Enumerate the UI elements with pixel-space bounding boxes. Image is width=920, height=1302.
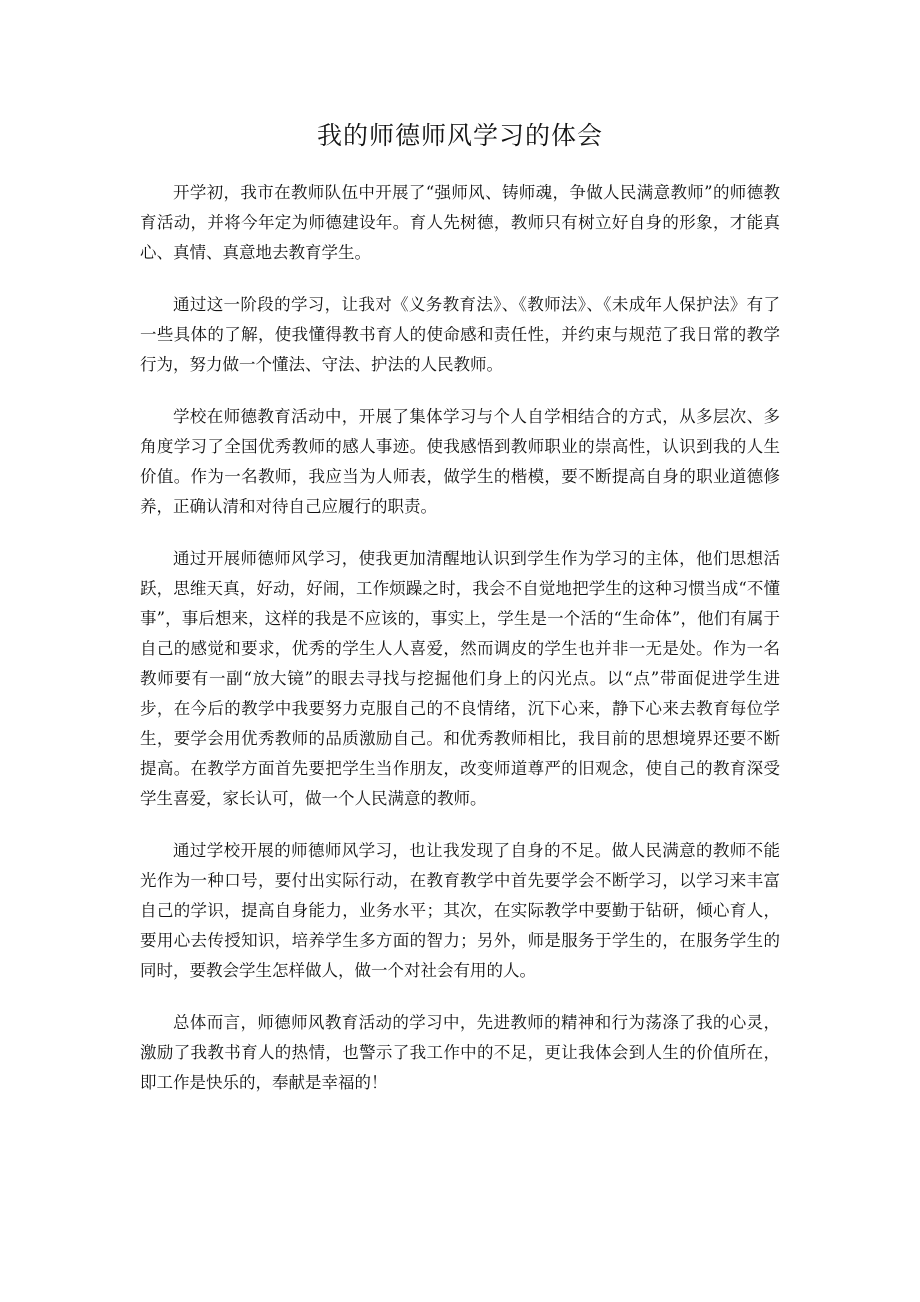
document-body <box>140 178 780 1120</box>
paragraph-6: 总体而言，师德师风教育活动的学习中，先进教师的精神和行为荡涤了我的心灵，激励了我教书育人的热情，也警示了我工作中的不足，更让我体会到人生的价值所在，即工作是快乐的，奉献是幸福的！ <box>140 1013 780 1092</box>
paragraph-3: 学校在师德教育活动中，开展了集体学习与个人自学相结合的方式，从多层次、多角度学习了全国优秀教师的感人事迹。使我感悟到教师职业的崇高性，认识到我的人生价值。作为一名教师，我应当为人师表，做学生的楷模，要不断提高自身的职业道德修养，正确认清和对待自己应履行的职责。 <box>140 407 780 516</box>
paragraph-1: 开学初，我市在教师队伍中开展了“强师风、铸师魂，争做人民满意教师”的师德教育活动，并将今年定为师德建设年。育人先树德，教师只有树立好自身的形象，才能真心、真情、真意地去教育学生。 <box>140 183 780 262</box>
document-title: 我的师德师风学习的体会 <box>316 121 603 150</box>
paragraph-4: 通过开展师德师风学习，使我更加清醒地认识到学生作为学习的主体，他们思想活跃，思维天真，好动，好闹，工作烦躁之时，我会不自觉地把学生的这种习惯当成“不懂事”，事后想来，这样的我是不应该的，事实上，学生是一个活的“生命体”，他们有属于自己的感觉和要求，优秀的学生人人喜爱，然而调皮的学生也并非一无是处。作为一名教师要有一副“放大镜”的眼去寻找与挖掘他们身上的闪光点。以“点”带面促进学生进步，在今后的教学中我要努力克服自己的不良情绪，沉下心来，静下心来去教育每位学生，要学会用优秀教师的品质激励自己。和优秀教师相比，我目前的思想境界还要不断提高。在教学方面首先要把学生当作朋友，改变师道尊严的旧观念，使自己的教育深受学生喜爱，家长认可，做一个人民满意的教师。 <box>140 549 780 808</box>
paragraph-5: 通过学校开展的师德师风学习，也让我发现了自身的不足。做人民满意的教师不能光作为一种口号，要付出实际行动，在教育教学中首先要学会不断学习，以学习来丰富自己的学识，提高自身能力，业务水平；其次，在实际教学中要勤于钻研，倾心育人，要用心去传授知识，培养学生多方面的智力；另外，师是服务于学生的，在服务学生的同时，要教会学生怎样做人，做一个对社会有用的人。 <box>140 841 780 980</box>
paragraph-2: 通过这一阶段的学习，让我对《义务教育法》、《教师法》、《未成年人保护法》有了一些具体的了解，使我懂得教书育人的使命感和责任性，并约束与规范了我日常的教学行为，努力做一个懂法、守法、护法的人民教师。 <box>140 295 780 374</box>
